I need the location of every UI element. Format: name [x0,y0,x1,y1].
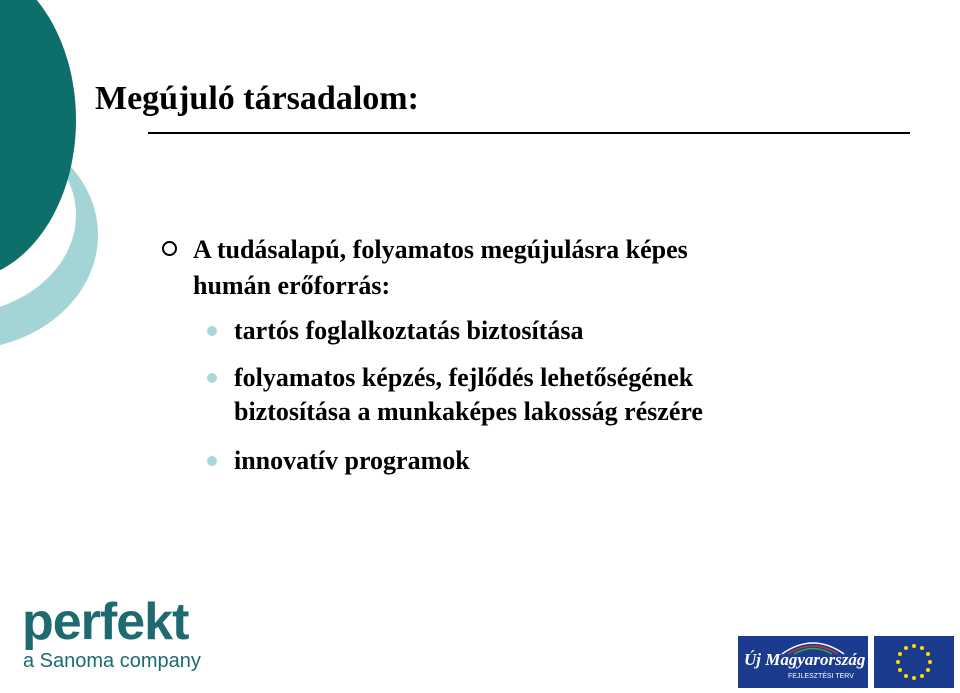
filled-circle-bullet-icon [207,456,217,466]
main-bullet-line: A tudásalapú, folyamatos megújulásra képes [193,235,688,264]
main-bullet-line: humán erőforrás: [193,271,391,300]
sub-bullet-item [234,444,874,478]
sub-bullet-line: tartós foglalkoztatás biztosítása [234,316,584,345]
eu-stars [874,636,954,688]
corner-decoration [0,0,120,360]
title-underline [148,132,910,134]
uj-magyarorszag-logo [738,636,868,688]
umft-logo-text: Új Magyarország [744,650,866,669]
sub-bullet-line: folyamatos képzés, fejlődés lehetőségének [234,363,694,392]
sub-bullet-item [234,361,874,429]
filled-circle-bullet-icon [207,326,217,336]
perfekt-logo: perfekt [22,593,189,651]
perfekt-tagline: a Sanoma company [23,650,201,672]
main-bullet-text [193,232,893,304]
sub-bullet-item [234,314,874,348]
umft-logo-subtext: FEJLESZTÉSI TERV [788,673,854,680]
sub-bullet-line: innovatív programok [234,446,470,475]
filled-circle-bullet-icon [207,373,217,383]
sub-bullet-line: biztosítása a munkaképes lakosság részére [234,397,703,426]
eu-flag-icon [874,636,954,688]
slide-title: Megújuló társadalom: [95,80,419,117]
hollow-circle-bullet-icon [162,241,177,256]
